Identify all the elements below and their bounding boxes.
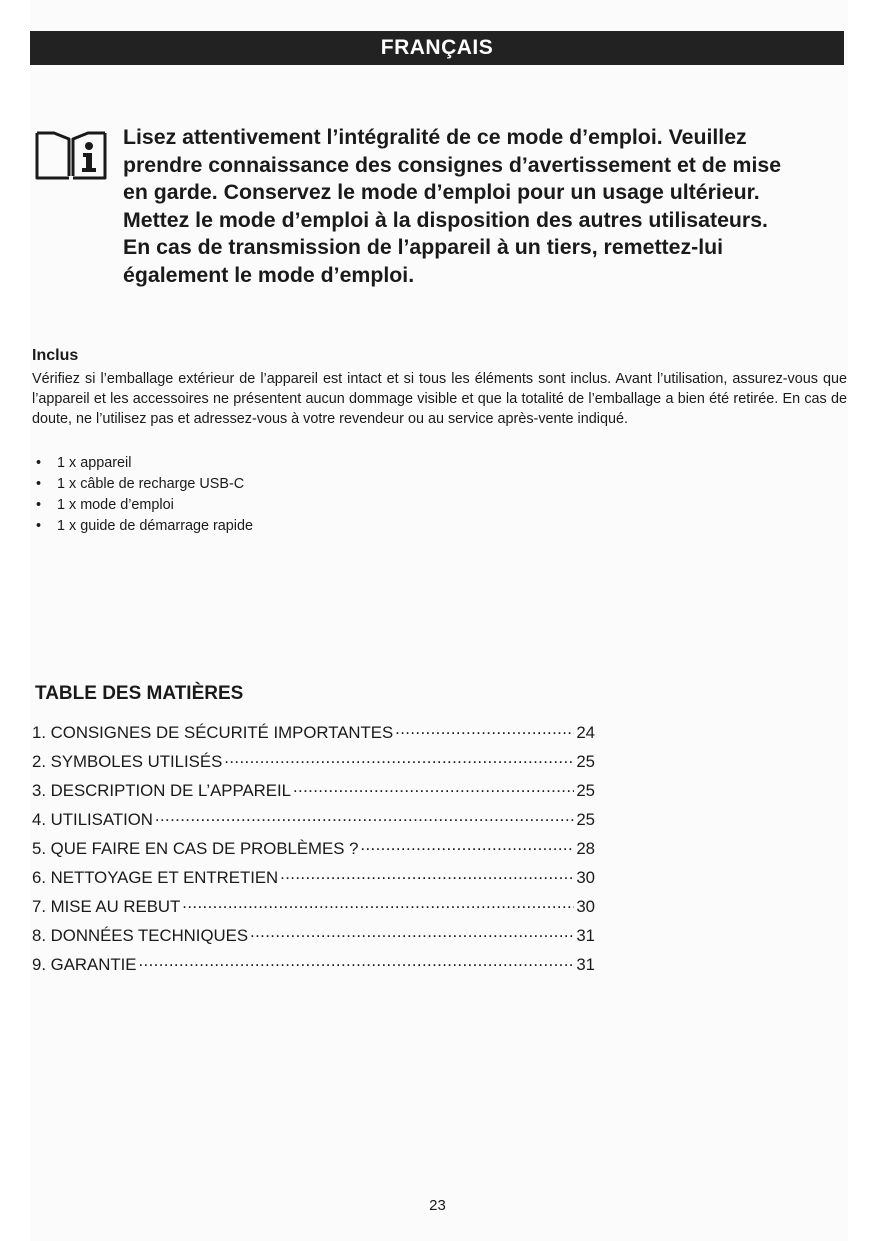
bullet-icon: • [36, 476, 42, 492]
toc-entry-label: 9. GARANTIE [32, 955, 137, 974]
bullet-icon: • [36, 497, 42, 513]
toc-entry-label: 8. DONNÉES TECHNIQUES [32, 926, 249, 945]
table-of-contents [32, 718, 595, 979]
language-header: FRANÇAIS [30, 31, 844, 65]
list-item-label: 1 x guide de démarrage rapide [57, 518, 254, 534]
toc-leader [360, 837, 574, 854]
page-number: 23 [429, 1197, 446, 1214]
toc-entry[interactable] [32, 718, 595, 747]
bullet-icon: • [36, 518, 42, 534]
toc-leader [280, 866, 574, 883]
inclus-title: Inclus [32, 347, 79, 364]
toc-leader [395, 721, 574, 738]
toc-entry-page: 28 [576, 839, 595, 858]
manual-info-icon [35, 128, 107, 180]
toc-entry-label: 5. QUE FAIRE EN CAS DE PROBLÈMES ? [32, 839, 359, 858]
toc-leader [182, 895, 574, 912]
toc-entry[interactable] [32, 892, 595, 921]
list-item [36, 453, 253, 474]
toc-leader [155, 808, 574, 825]
notice-line: Mettez le mode d’emploi à la disposition des autres utilisateurs. [123, 207, 768, 232]
toc-leader [138, 953, 574, 970]
notice-text [123, 124, 843, 290]
inclus-list [36, 453, 253, 537]
list-item-label: 1 x câble de recharge USB-C [57, 476, 245, 492]
notice-line: également le mode d’emploi. [123, 262, 415, 287]
toc-entry-page: 24 [576, 723, 595, 742]
toc-entry[interactable] [32, 863, 595, 892]
toc-leader [224, 750, 574, 767]
bullet-icon: • [36, 455, 42, 471]
toc-leader [250, 924, 574, 941]
toc-entry-label: 1. CONSIGNES DE SÉCURITÉ IMPORTANTES [32, 723, 394, 742]
toc-entry-page: 31 [576, 955, 595, 974]
toc-entry-page: 31 [576, 926, 595, 945]
list-item-label: 1 x mode d’emploi [57, 497, 174, 513]
list-item [36, 474, 253, 495]
toc-entry[interactable] [32, 950, 595, 979]
toc-entry-page: 25 [576, 781, 595, 800]
toc-entry[interactable] [32, 747, 595, 776]
notice-line: prendre connaissance des consignes d’avertissement et de mise [123, 152, 782, 177]
toc-entry[interactable] [32, 921, 595, 950]
toc-title: TABLE DES MATIÈRES [35, 683, 244, 704]
toc-entry-label: 2. SYMBOLES UTILISÉS [32, 752, 223, 771]
notice-line: Lisez attentivement l’intégralité de ce mode d’emploi. Veuillez [123, 125, 747, 149]
toc-entry[interactable] [32, 834, 595, 863]
notice-line: En cas de transmission de l’appareil à un tiers, remettez-lui [123, 235, 724, 260]
notice-line: en garde. Conservez le mode d’emploi pour un usage ultérieur. [123, 180, 760, 205]
toc-entry-label: 4. UTILISATION [32, 810, 153, 829]
toc-entry-label: 7. MISE AU REBUT [32, 897, 181, 916]
toc-entry[interactable] [32, 805, 595, 834]
toc-entry-label: 6. NETTOYAGE ET ENTRETIEN [32, 868, 279, 887]
toc-leader [293, 779, 574, 796]
list-item [36, 516, 253, 537]
list-item-label: 1 x appareil [57, 455, 132, 471]
toc-entry-page: 25 [576, 810, 595, 829]
toc-entry-page: 30 [576, 897, 595, 916]
toc-entry-label: 3. DESCRIPTION DE L’APPAREIL [32, 781, 291, 800]
toc-entry[interactable] [32, 776, 595, 805]
inclus-text: Vérifiez si l’emballage extérieur de l’appareil est intact et si tous les éléments sont inclus. Avant l’utilisation, assurez-vous que l’appareil et les accessoires ne présentent aucun dommage visible et que la totalité de l’emballage a bien été retirée. En cas de doute, ne l’utilisez pas et adressez-vous à votre revendeur ou au service après-vente indiqué. [32, 371, 847, 428]
toc-entry-page: 25 [576, 752, 595, 771]
toc-entry-page: 30 [576, 868, 595, 887]
list-item [36, 495, 253, 516]
